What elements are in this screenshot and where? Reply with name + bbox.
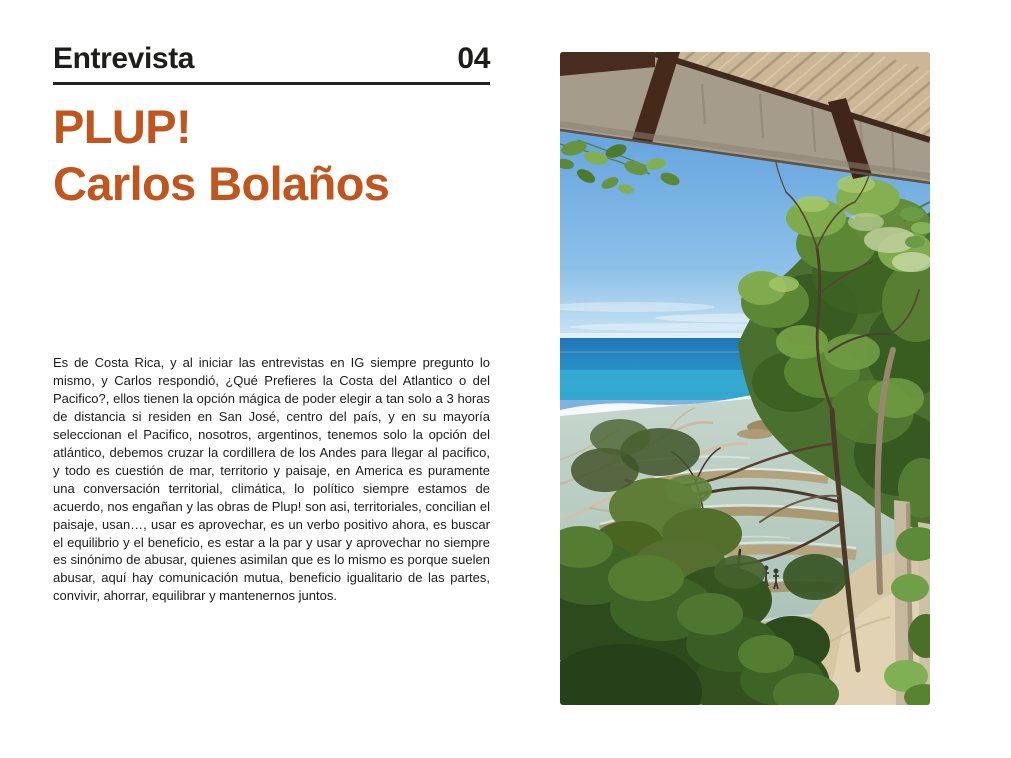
article-paragraph: Es de Costa Rica, y al iniciar las entrevistas en IG siempre pregunto lo mismo, y Carlos respondió, ¿Qué Prefieres la Costa del Atlantico o del Pacifico?, ellos tienen la opción mágica de poder elegir a tan solo a 3 horas de distancia si residen en San José, centro del país, y en su mayoría seleccionan el Pacifico, nosotros, argentinos, tenemos solo la opción del atlántico, debemos cruzar la cordillera de los Andes para llegar al pacifico, y todo es cuestión de mar, territorio y paisaje, en America es puramente una conversación territorial, climática, lo político siempre estamos de acuerdo, nos engañan y las obras de Plup! son asi, territoriales, concilian el paisaje, usan…, usar es aprovechar, es un verbo positivo ahora, es buscar el equilibrio y el beneficio, es estar a la par y usar y aprovechar no siempre es sinónimo de abusar, quienes asimilan que es lo mismo es porque suelen abusar, aquí hay comunicación mutua, beneficio igualitario de las partes, convivir, ahorrar, equilibrar y mantenernos juntos. [53,355,490,604]
beach-photo-illustration [560,52,930,705]
title-line-2: Carlos Bolaños [53,157,390,211]
section-label: Entrevista [53,42,195,75]
section-header [53,42,490,85]
beach-photo [560,52,930,705]
page-number: 04 [457,42,490,75]
article-title [53,98,523,213]
title-line-1: PLUP! [53,100,192,153]
